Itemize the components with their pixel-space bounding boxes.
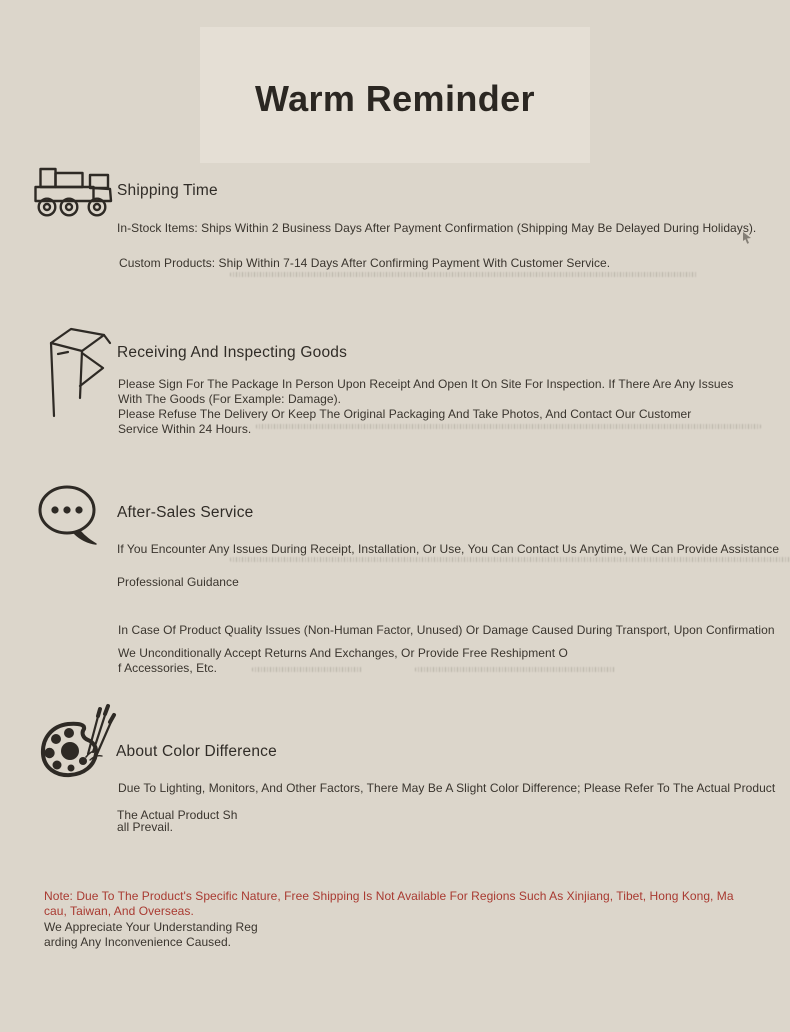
after-sales-line: f Accessories, Etc.	[118, 661, 217, 675]
receiving-goods-line: Service Within 24 Hours.	[118, 422, 252, 436]
section-heading-shipping-time: Shipping Time	[117, 182, 218, 199]
open-box-icon	[41, 326, 113, 422]
receiving-goods-line: With The Goods (For Example: Damage).	[118, 392, 342, 406]
page-title: Warm Reminder	[255, 78, 535, 119]
receiving-goods-line: Please Refuse The Delivery Or Keep The Original Packaging And Take Photos, And Contact Our Customer	[118, 407, 692, 421]
shipping-time-line: In-Stock Items: Ships Within 2 Business Days After Payment Confirmation (Shipping May Be Delayed During Holidays).	[117, 221, 757, 235]
footer-note-line: We Appreciate Your Understanding Reg	[44, 920, 258, 934]
color-difference-line: The Actual Product Sh	[117, 808, 238, 822]
section-heading-receiving-goods: Receiving And Inspecting Goods	[117, 344, 348, 361]
after-sales-line: In Case Of Product Quality Issues (Non-Human Factor, Unused) Or Damage Caused During Transport, Upon Confirmation	[118, 623, 775, 637]
ghost-text-artifact	[252, 667, 362, 672]
chat-bubble-icon	[36, 483, 102, 545]
receiving-goods-line: Please Sign For The Package In Person Upon Receipt And Open It On Site For Inspection. If There Are Any Issues	[118, 377, 734, 391]
mouse-cursor-icon	[741, 231, 753, 250]
palette-icon	[38, 702, 118, 780]
ghost-text-artifact	[256, 424, 761, 429]
section-heading-after-sales: After-Sales Service	[117, 504, 254, 521]
footer-note-red-line: cau, Taiwan, And Overseas.	[44, 904, 194, 918]
color-difference-line: all Prevail.	[117, 820, 173, 834]
after-sales-line: Professional Guidance	[117, 575, 239, 589]
footer-note-red-line: Note: Due To The Product's Specific Nature, Free Shipping Is Not Available For Regions Such As Xinjiang, Tibet, Hong Kong, Ma	[44, 889, 734, 903]
color-difference-line: Due To Lighting, Monitors, And Other Factors, There May Be A Slight Color Difference; Please Refer To The Actual Product	[118, 781, 776, 795]
ghost-text-artifact	[230, 557, 790, 562]
ghost-text-artifact	[230, 272, 698, 277]
footer-note-line: arding Any Inconvenience Caused.	[44, 935, 232, 949]
truck-icon	[33, 162, 115, 218]
after-sales-line: If You Encounter Any Issues During Receipt, Installation, Or Use, You Can Contact Us Anytime, We Can Provide Assistance	[117, 542, 780, 556]
section-heading-color-difference: About Color Difference	[116, 743, 277, 760]
ghost-text-artifact	[415, 667, 615, 672]
shipping-time-line: Custom Products: Ship Within 7-14 Days After Confirming Payment With Customer Service.	[119, 256, 611, 270]
after-sales-line: We Unconditionally Accept Returns And Exchanges, Or Provide Free Reshipment O	[118, 646, 568, 660]
